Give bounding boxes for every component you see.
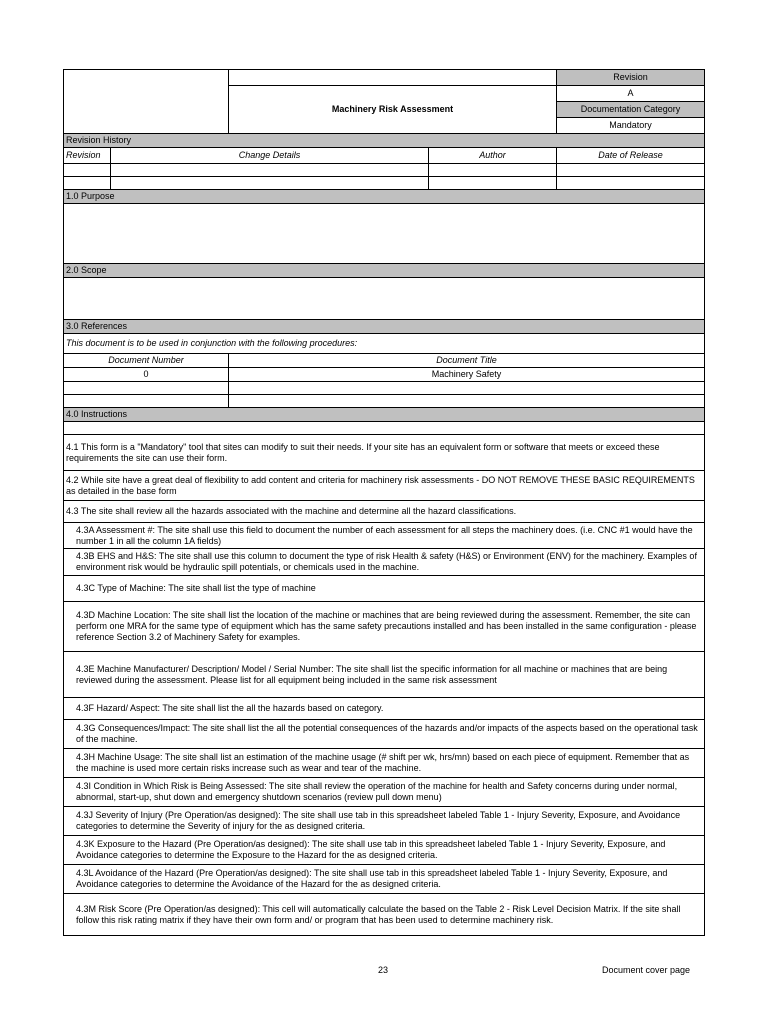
reference-row	[64, 395, 705, 408]
instructions-heading: 4.0 Instructions	[64, 408, 705, 422]
doc-category-label: Documentation Category	[557, 102, 705, 118]
col-document-title: Document Title	[229, 354, 705, 368]
revision-history-heading: Revision History	[64, 134, 705, 148]
document-title: Machinery Risk Assessment	[229, 86, 557, 134]
reference-number[interactable]	[64, 395, 229, 408]
reference-row	[64, 368, 705, 382]
form-table	[63, 69, 705, 936]
instructions-spacer	[64, 422, 705, 435]
document-sheet	[63, 69, 704, 936]
purpose-heading: 1.0 Purpose	[64, 190, 705, 204]
revision-row	[64, 177, 705, 190]
col-revision: Revision	[64, 148, 111, 164]
col-date-of-release: Date of Release	[557, 148, 705, 164]
instruction-4-3a: 4.3A Assessment #: The site shall use this field to document the number of each assessment for all steps the machinery does. (i.e. CNC #1 would have the number 1 in all the column 1A fields)	[64, 523, 705, 549]
reference-title[interactable]	[229, 382, 705, 395]
header-top-blank	[229, 70, 557, 86]
instruction-4-3l: 4.3L Avoidance of the Hazard (Pre Operation/as designed): The site shall use tab in this spreadsheet labeled Table 1 - Injury Severity, Exposure, and Avoidance categories to determine the Avoidance of the Hazard for the as designed criteria.	[64, 865, 705, 894]
instruction-4-3f: 4.3F Hazard/ Aspect: The site shall list the all the hazards based on category.	[64, 698, 705, 720]
instruction-4-1: 4.1 This form is a "Mandatory" tool that sites can modify to suit their needs. If your site has an equivalent form or software that meets or exceed these requirements the site can use their form.	[64, 435, 705, 471]
instruction-4-3i: 4.3I Condition in Which Risk is Being Assessed: The site shall review the operation of the machine for health and Safety concerns during under normal, abnormal, start-up, shut down and emergency shutdown scenarios (review pull down menu)	[64, 778, 705, 807]
reference-row	[64, 382, 705, 395]
instruction-4-3k: 4.3K Exposure to the Hazard (Pre Operation/as designed): The site shall use tab in this spreadsheet labeled Table 1 - Injury Severity, Exposure, and Avoidance categories to determine the Exposure to the Hazard for the as designed criteria.	[64, 836, 705, 865]
author-cell[interactable]	[429, 164, 557, 177]
revision-value: A	[557, 86, 705, 102]
references-note: This document is to be used in conjunction with the following procedures:	[64, 334, 705, 354]
change-details-cell[interactable]	[111, 177, 429, 190]
instruction-4-3m: 4.3M Risk Score (Pre Operation/as designed): This cell will automatically calculate the based on the Table 2 - Risk Level Decision Matrix. If the site shall follow this risk rating matrix if they have their own form and/ or program that has been used to determine machinery risk.	[64, 894, 705, 936]
reference-number[interactable]	[64, 382, 229, 395]
instruction-4-2: 4.2 While site have a great deal of flexibility to add content and criteria for machinery risk assessments - DO NOT REMOVE THESE BASIC REQUIREMENTS as detailed in the base form	[64, 471, 705, 501]
scope-heading: 2.0 Scope	[64, 264, 705, 278]
revision-row	[64, 164, 705, 177]
purpose-body[interactable]	[64, 204, 705, 264]
col-author: Author	[429, 148, 557, 164]
revision-label: Revision	[557, 70, 705, 86]
instruction-4-3: 4.3 The site shall review all the hazards associated with the machine and determine all the hazard classifications.	[64, 501, 705, 523]
date-cell[interactable]	[557, 164, 705, 177]
page-number: 23	[378, 965, 389, 975]
instruction-4-3d: 4.3D Machine Location: The site shall list the location of the machine or machines that are being reviewed during the assessment. Remember, the site can perform one MRA for the same type of equipment which has the same safety precautions installed and has been installed in the same configuration - please reference Section 3.2 of Machinery Safety for examples.	[64, 602, 705, 652]
col-change-details: Change Details	[111, 148, 429, 164]
instruction-4-3c: 4.3C Type of Machine: The site shall list the type of machine	[64, 576, 705, 602]
header-blank-cell	[64, 70, 229, 134]
date-cell[interactable]	[557, 177, 705, 190]
revision-cell[interactable]	[64, 177, 111, 190]
author-cell[interactable]	[429, 177, 557, 190]
footer-label: Document cover page	[602, 965, 691, 975]
doc-category-value: Mandatory	[557, 118, 705, 134]
references-heading: 3.0 References	[64, 320, 705, 334]
reference-title[interactable]	[229, 395, 705, 408]
reference-title: Machinery Safety	[229, 368, 705, 382]
revision-cell[interactable]	[64, 164, 111, 177]
instruction-4-3e: 4.3E Machine Manufacturer/ Description/ Model / Serial Number: The site shall list the specific information for all machine or machines that are being reviewed during the assessment. Please list for all equipment being included in the same risk assessment	[64, 652, 705, 698]
instruction-4-3j: 4.3J Severity of Injury (Pre Operation/as designed): The site shall use tab in this spreadsheet labeled Table 1 - Injury Severity, Exposure, and Avoidance categories to determine the Severity of injury for the as designed criteria.	[64, 807, 705, 836]
instruction-4-3g: 4.3G Consequences/Impact: The site shall list the all the potential consequences of the hazards and/or impacts of the aspects based on the operational task of the machine.	[64, 720, 705, 749]
instruction-4-3b: 4.3B EHS and H&S: The site shall use this column to document the type of risk Health & safety (H&S) or Environment (ENV) for the machinery. Examples of environment risk would be hydraulic spill potentials, or chemicals used in the machine.	[64, 549, 705, 576]
change-details-cell[interactable]	[111, 164, 429, 177]
scope-body[interactable]	[64, 278, 705, 320]
col-document-number: Document Number	[64, 354, 229, 368]
reference-number: 0	[64, 368, 229, 382]
instruction-4-3h: 4.3H Machine Usage: The site shall list an estimation of the machine usage (# shift per wk, hrs/mn) based on each piece of equipment. Remember that as the machine is used more certain risks increase such as wear and tear of the machine.	[64, 749, 705, 778]
